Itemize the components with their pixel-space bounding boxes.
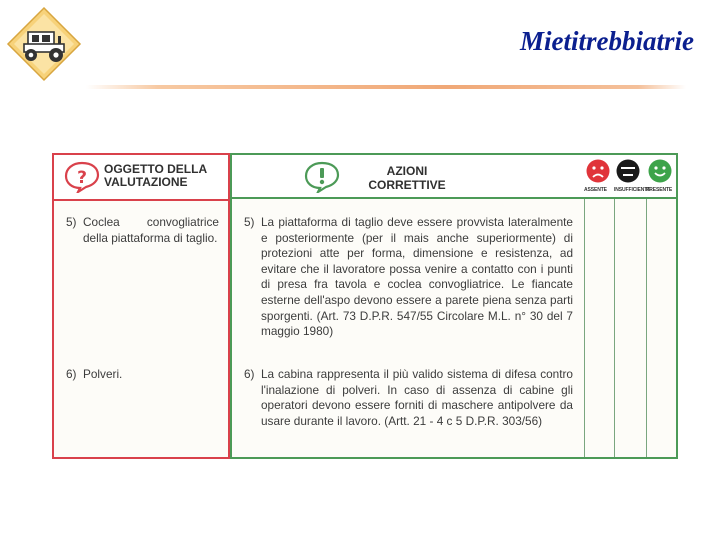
question-bubble-icon: [64, 161, 100, 193]
evaluation-form: [52, 153, 678, 459]
rating-label-absent: ASSENTE: [584, 187, 607, 193]
sad-face-icon: [586, 159, 610, 183]
corrective-actions-header: [232, 155, 676, 199]
slide-title: Mietitrebbiatrie: [520, 26, 694, 56]
corrective-actions-header-label: AZIONI CORRETTIVE: [368, 164, 446, 192]
svg-text:?: ?: [77, 168, 87, 188]
tractor-logo-icon: [6, 6, 82, 82]
action-item-number: 5): [244, 215, 255, 229]
subject-header: [54, 155, 228, 201]
action-item-text: La piattaforma di taglio deve essere provvista lateralmente e posteriormente (per il mais anche superiormente) di protezioni atte per forma, dimensione e resistenza, ad evitare che il lavoratore possa venire a contatto con i punti di presa fra tavola e coclea convogliatrice. Le fiancate esterne dell'aspo devono essere a parete piena senza parti sporgenti. (Art. 73 D.P.R. 547/55 Circolare M.L. n° 30 del 7 maggio 1980): [261, 215, 573, 339]
rating-column-divider: [614, 199, 615, 457]
action-item-text: La cabina rappresenta il più valido sistema di difesa contro l'inalazione di polveri. In caso di assenza di cabine gli operatori devono essere forniti di maschere antipolvere da usare durante il lavoro. (Artt. 21 - 4 c 5 D.P.R. 303/56): [261, 367, 573, 428]
title-underline: [86, 85, 686, 89]
subject-panel: [52, 153, 230, 459]
smile-face-icon: [648, 159, 672, 183]
rating-legend: [584, 157, 676, 197]
subject-item-number: 5): [66, 215, 77, 229]
subject-item-text: Polveri.: [83, 367, 123, 381]
subject-header-label: OGGETTO DELLA VALUTAZIONE: [104, 162, 207, 189]
rating-column-divider: [584, 199, 585, 457]
neutral-face-icon: [616, 159, 640, 183]
subject-item-text: Coclea convogliatrice della piattaforma di taglio.: [83, 215, 219, 245]
subject-item-number: 6): [66, 367, 77, 381]
corrective-actions-panel: [230, 153, 678, 459]
rating-column-divider: [646, 199, 647, 457]
rating-label-insufficient: INSUFFICIENTE: [614, 187, 651, 193]
exclamation-bubble-icon: [304, 161, 340, 193]
rating-label-present: PRESENTE: [646, 187, 673, 193]
action-item-number: 6): [244, 367, 255, 381]
